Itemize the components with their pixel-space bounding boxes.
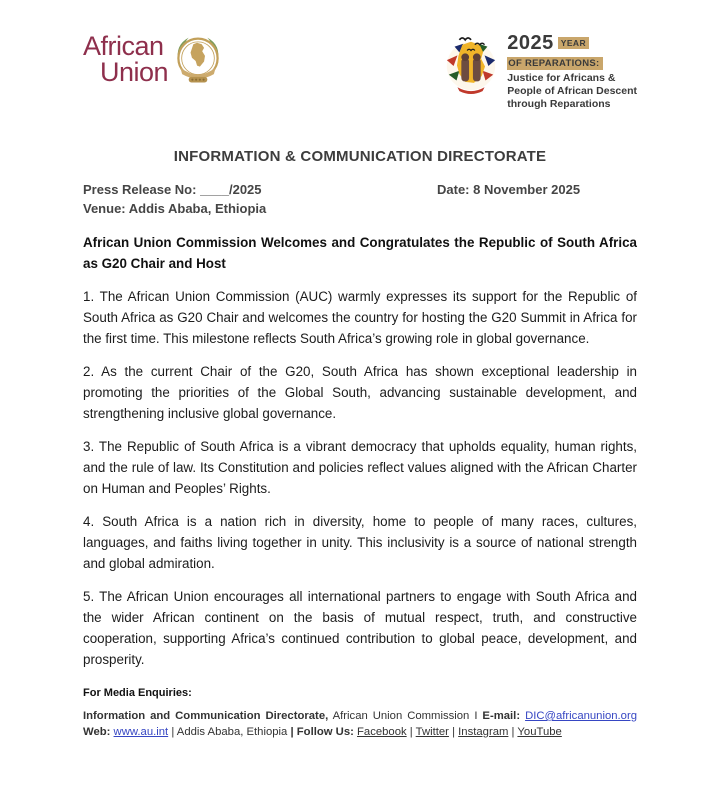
au-logo bbox=[83, 28, 226, 90]
reparations-logo bbox=[442, 28, 637, 111]
contact-separator: I bbox=[474, 710, 478, 722]
headline: African Union Commission Welcomes and Congratulates the Republic of South Africa as G20 Chair and Host bbox=[83, 235, 637, 271]
reparations-text bbox=[507, 30, 637, 111]
au-wordmark-line2: Union bbox=[100, 57, 169, 87]
au-emblem-icon bbox=[170, 28, 226, 90]
contact-line-2 bbox=[83, 724, 637, 740]
web-label: Web: bbox=[83, 726, 111, 738]
youtube-link[interactable]: YouTube bbox=[517, 726, 562, 738]
reparations-emblem-icon bbox=[442, 30, 500, 100]
press-release-number: Press Release No: ____/2025 bbox=[83, 182, 262, 197]
website-link[interactable]: www.au.int bbox=[113, 726, 169, 738]
reparations-year-label: YEAR bbox=[558, 37, 589, 49]
reparations-year: 2025 bbox=[507, 32, 554, 54]
contact-commission: African Union Commission bbox=[332, 710, 470, 722]
follow-us-label: Follow Us: bbox=[296, 726, 354, 738]
reparations-tagline-1: Justice for Africans & bbox=[507, 72, 616, 84]
au-wordmark-line1: African bbox=[83, 31, 164, 61]
pipe-separator: | bbox=[290, 726, 294, 738]
venue: Venue: Addis Ababa, Ethiopia bbox=[83, 201, 267, 216]
email-label: E-mail: bbox=[482, 710, 521, 722]
directorate-title: INFORMATION & COMMUNICATION DIRECTORATE bbox=[173, 148, 547, 165]
pipe-separator: | bbox=[452, 726, 456, 738]
paragraph-3: 3. The Republic of South Africa is a vibrant democracy that upholds equality, human rights, and the rule of law. Its Constitution and policies reflect values aligned with the African Charter on Human and Peoples’ Rights. bbox=[83, 439, 637, 496]
pipe-separator: | bbox=[409, 726, 413, 738]
contact-line-1 bbox=[83, 708, 637, 724]
reparations-subtitle: OF REPARATIONS: bbox=[507, 57, 602, 70]
contact-directorate: Information and Communication Directorate, bbox=[83, 710, 329, 722]
release-date: Date: 8 November 2025 bbox=[437, 182, 581, 197]
paragraph-5: 5. The African Union encourages all international partners to engage with South Africa and the wider African continent on the basis of mutual respect, truth, and constructive cooperation, supporting Africa’s continued contribution to global peace, development, and prosperity. bbox=[83, 589, 637, 667]
paragraph-2: 2. As the current Chair of the G20, South Africa has shown exceptional leadership in promoting the priorities of the Global South, advancing sustainable development, and strengthening inclusive global governance. bbox=[83, 364, 637, 421]
reparations-tagline-3: through Reparations bbox=[507, 98, 611, 110]
paragraph-4: 4. South Africa is a nation rich in diversity, home to people of many races, cultures, languages, and faiths living together in unity. This inclusivity is a source of national strength and global admiration. bbox=[83, 514, 637, 571]
reparations-tagline-2: People of African Descent bbox=[507, 85, 637, 97]
paragraph-1: 1. The African Union Commission (AUC) warmly expresses its support for the Republic of South Africa as G20 Chair and welcomes the country for hosting the G20 Summit in Africa for the first time. This milestone reflects South Africa’s growing role in global governance. bbox=[83, 289, 637, 346]
facebook-link[interactable]: Facebook bbox=[357, 726, 407, 738]
pipe-separator: | bbox=[171, 726, 175, 738]
pipe-separator: | bbox=[511, 726, 515, 738]
instagram-link[interactable]: Instagram bbox=[458, 726, 509, 738]
media-enquiries-label: For Media Enquiries: bbox=[83, 687, 192, 699]
au-wordmark bbox=[83, 33, 168, 85]
address: Addis Ababa, Ethiopia bbox=[176, 726, 288, 738]
header bbox=[83, 28, 637, 112]
email-link[interactable]: DIC@africanunion.org bbox=[525, 710, 637, 722]
twitter-link[interactable]: Twitter bbox=[415, 726, 449, 738]
meta-row bbox=[83, 181, 637, 199]
